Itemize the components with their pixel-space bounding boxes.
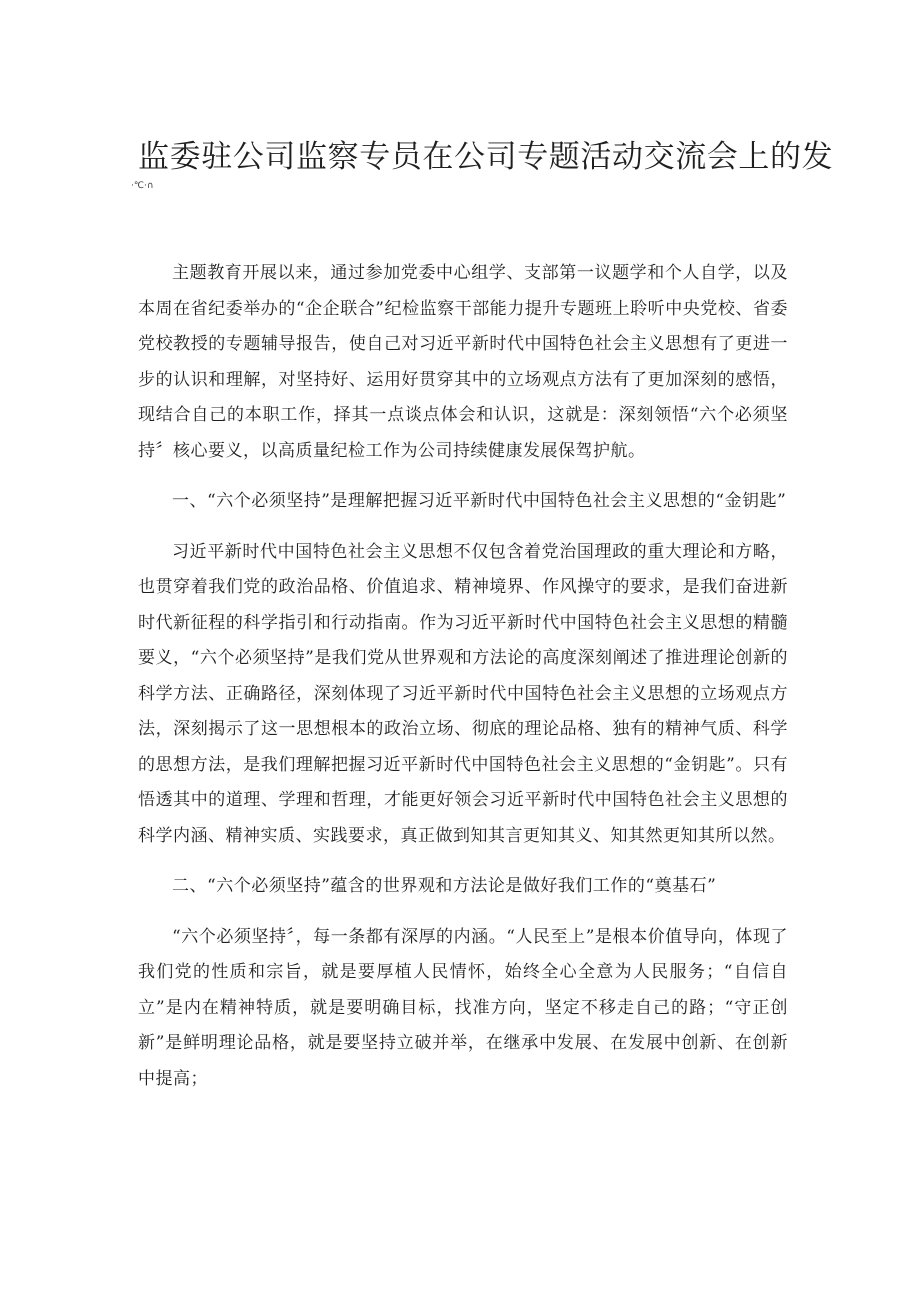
section-heading-2: 二、“六个必须坚持”蕴含的世界观和方法论是做好我们工作的“奠基石”: [172, 876, 717, 896]
title-overflow-fragment: ·℃·∩: [131, 181, 154, 191]
intro-paragraph: 主题教育开展以来，通过参加党委中心组学、支部第一议题学和个人自学，以及本周在省纪委举办的“企企联合”纪检监察干部能力提升专题班上聆听中央党校、省委党校教授的专题辅导报告，使自己对习近平新时代中国特色社会主义思想有了更进一步的认识和理解，对坚持好、运用好贯穿其中的立场观点方法有了更加深刻的感悟，现结合自己的本职工作，择其一点谈点体会和认识，这就是：深刻领悟“六个必须坚持〞核心要义，以高质量纪检工作为公司持续健康发展保驾护航。: [138, 263, 788, 461]
document-title: 监委驻公司监察专员在公司专题活动交流会上的发: [138, 139, 834, 175]
section-heading-1: 一、“六个必须坚持”是理解把握习近平新时代中国特色社会主义思想的“金钥匙”: [172, 491, 787, 511]
document-body: [138, 256, 788, 1097]
section-2-paragraph: “六个必须坚持〞，每一条都有深厚的内涵。“人民至上”是根本价值导向，体现了我们党的性质和宗旨，就是要厚植人民情怀，始终全心全意为人民服务；“自信自立”是内在精神特质，就是要明确目标，找准方向，坚定不移走自己的路；“守正创新”是鲜明理论品格，就是要坚持立破并举，在继承中发展、在发展中创新、在创新中提高；: [138, 926, 788, 1089]
section-1-paragraph: 习近平新时代中国特色社会主义思想不仅包含着党治国理政的重大理论和方略，也贯穿着我们党的政治品格、价值追求、精神境界、作风操守的要求，是我们奋进新时代新征程的科学指引和行动指南。作为习近平新时代中国特色社会主义思想的精髓要义，“六个必须坚持”是我们党从世界观和方法论的高度深刻阐述了推进理论创新的科学方法、正确路径，深刻体现了习近平新时代中国特色社会主义思想的立场观点方法，深刻揭示了这一思想根本的政治立场、彻底的理论品格、独有的精神气质、科学的思想方法，是我们理解把握习近平新时代中国特色社会主义思想的“金钥匙”。只有悟透其中的道理、学理和哲理，才能更好领会习近平新时代中国特色社会主义思想的科学内涵、精神实质、实践要求，真正做到知其言更知其义、知其然更知其所以然。: [138, 541, 788, 846]
